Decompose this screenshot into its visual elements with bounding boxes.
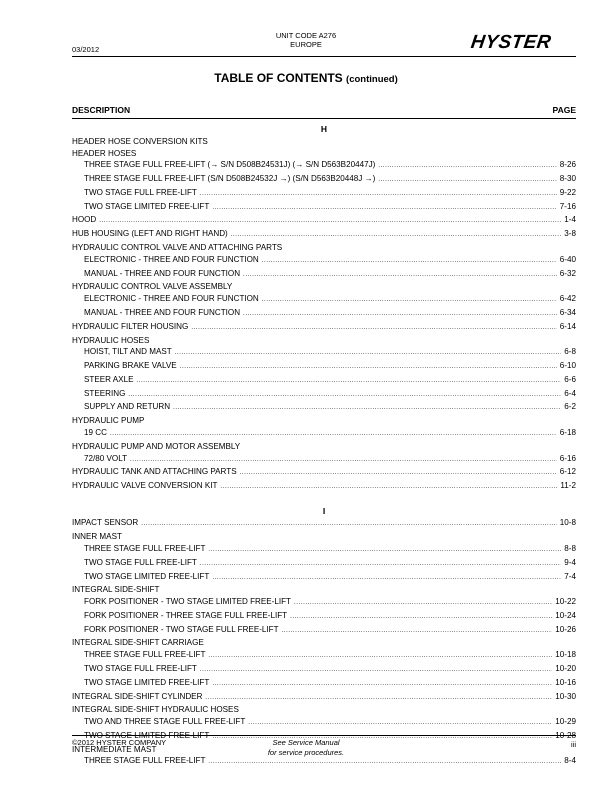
dot-leader (200, 665, 552, 677)
toc-heading: HYDRAULIC PUMP AND MOTOR ASSEMBLY (72, 441, 241, 451)
toc-entry-page: 10-8 (559, 518, 576, 528)
toc-entry[interactable] (72, 293, 576, 307)
toc-entry[interactable] (72, 187, 576, 201)
dot-leader (110, 429, 557, 441)
dot-leader (231, 230, 562, 242)
section-letter: H (320, 124, 328, 134)
toc-entry-page: 7-4 (564, 571, 576, 581)
toc-entry[interactable] (72, 466, 576, 480)
toc-entry[interactable] (72, 691, 576, 705)
toc-entry-page: 10-29 (555, 717, 576, 727)
dot-leader (243, 309, 557, 321)
toc-entry-page: 6-8 (564, 347, 576, 357)
toc-heading: HYDRAULIC CONTROL VALVE AND ATTACHING PARTS (72, 243, 283, 253)
toc-entry[interactable] (72, 307, 576, 321)
footer-note (0, 738, 612, 758)
toc-entry[interactable] (72, 388, 576, 402)
toc-entry-page: 10-22 (555, 597, 576, 607)
toc-entry-title: TWO STAGE LIMITED FREE-LIFT (84, 730, 210, 740)
toc-entry-title: MANUAL - THREE AND FOUR FUNCTION (84, 268, 241, 278)
footer-note-line2: for service procedures. (267, 748, 345, 757)
toc-entry-title: THREE STAGE FULL FREE-LIFT (84, 543, 206, 553)
toc-entry-page: 10-16 (555, 677, 576, 687)
toc-entry[interactable] (72, 173, 576, 187)
footer-page-number: iii (571, 740, 576, 749)
toc-entry[interactable] (72, 374, 576, 388)
toc-entry[interactable] (72, 610, 576, 624)
header-rule (72, 56, 576, 57)
toc-entry-page: 6-34 (559, 307, 576, 317)
dot-leader (208, 757, 561, 769)
dot-leader (243, 270, 557, 282)
toc-heading: INNER MAST (72, 532, 122, 542)
toc-entry-page: 10-18 (555, 650, 576, 660)
dot-leader (191, 323, 556, 335)
toc-entry-page: 10-30 (555, 691, 576, 701)
toc-entry-page: 6-10 (559, 361, 576, 371)
dot-leader (130, 455, 557, 467)
toc-entry[interactable] (72, 517, 576, 531)
toc-entry[interactable] (72, 571, 576, 585)
toc-entry-page: 6-16 (559, 453, 576, 463)
toc-entry-title: TWO STAGE FULL FREE-LIFT (84, 187, 197, 197)
toc-entry-title: TWO STAGE LIMITED FREE-LIFT (84, 677, 210, 687)
toc-entry-title: HYDRAULIC TANK AND ATTACHING PARTS (72, 467, 237, 477)
dot-leader (175, 348, 562, 360)
dot-leader (205, 693, 552, 705)
toc-entry-title: ELECTRONIC - THREE AND FOUR FUNCTION (84, 294, 259, 304)
toc-entry-title: FORK POSITIONER - TWO STAGE FULL FREE-LIFT (84, 624, 279, 634)
toc-list (72, 124, 576, 769)
toc-entry-title: HOIST, TILT AND MAST (84, 347, 172, 357)
toc-entry-title: THREE STAGE FULL FREE-LIFT (84, 756, 206, 766)
header-date: 03/2012 (72, 45, 100, 54)
toc-entry[interactable] (72, 480, 576, 494)
column-page-header: PAGE (552, 105, 576, 115)
dot-leader (128, 390, 561, 402)
footer-note-line1: See Service Manual (272, 738, 340, 747)
toc-entry[interactable] (72, 663, 576, 677)
title-main: TABLE OF CONTENTS (214, 71, 343, 85)
toc-heading: HYDRAULIC PUMP (72, 416, 145, 426)
toc-entry[interactable] (72, 228, 576, 242)
toc-heading: HYDRAULIC CONTROL VALVE ASSEMBLY (72, 282, 233, 292)
toc-entry-title: TWO STAGE FULL FREE-LIFT (84, 664, 197, 674)
toc-heading: INTERMEDIATE MAST (72, 744, 157, 754)
toc-entry-title: TWO STAGE FULL FREE-LIFT (84, 557, 197, 567)
hyster-logo: HYSTER (469, 32, 553, 53)
toc-entry-title: TWO AND THREE STAGE FULL FREE-LIFT (84, 717, 246, 727)
dot-leader (248, 718, 552, 730)
dot-leader (99, 216, 561, 228)
toc-entry-title: STEERING (84, 388, 126, 398)
toc-entry-page: 6-6 (564, 374, 576, 384)
toc-entry-page: 6-40 (559, 254, 576, 264)
toc-heading: INTEGRAL SIDE-SHIFT HYDRAULIC HOSES (72, 705, 239, 715)
dot-leader (262, 295, 557, 307)
toc-entry[interactable] (72, 214, 576, 228)
dot-leader (200, 559, 561, 571)
dot-leader (141, 519, 557, 531)
toc-entry-title: MANUAL - THREE AND FOUR FUNCTION (84, 307, 241, 317)
toc-entry-title: HYDRAULIC FILTER HOUSING (72, 321, 189, 331)
toc-entry[interactable] (72, 427, 576, 441)
dot-leader (220, 482, 557, 494)
toc-entry-title: PARKING BRAKE VALVE (84, 361, 177, 371)
toc-entry[interactable] (72, 716, 576, 730)
region: EUROPE (290, 40, 322, 49)
toc-heading: HYDRAULIC HOSES (72, 335, 150, 345)
toc-entry-title: HOOD (72, 215, 97, 225)
toc-entry[interactable] (72, 649, 576, 663)
toc-entry-title: STEER AXLE (84, 374, 134, 384)
toc-entry-title: ELECTRONIC - THREE AND FOUR FUNCTION (84, 254, 259, 264)
toc-entry-title: THREE STAGE FULL FREE-LIFT (→ S/N D508B24531J) (→ S/N D563B20447J) (84, 160, 376, 170)
column-rule (72, 118, 576, 119)
toc-entry-title: TWO STAGE LIMITED FREE-LIFT (84, 571, 210, 581)
page-title (0, 71, 612, 85)
toc-heading: INTEGRAL SIDE-SHIFT CARRIAGE (72, 638, 204, 648)
dot-leader (282, 626, 553, 638)
toc-entry-page: 6-32 (559, 268, 576, 278)
title-suffix: (continued) (346, 74, 398, 85)
toc-entry-page: 10-20 (555, 664, 576, 674)
dot-leader (378, 175, 556, 187)
toc-heading: INTEGRAL SIDE-SHIFT (72, 585, 160, 595)
toc-entry[interactable] (72, 159, 576, 173)
toc-entry[interactable] (72, 254, 576, 268)
footer-copyright: ©2012 HYSTER COMPANY (72, 738, 167, 747)
toc-entry-title: 72/80 VOLT (84, 453, 128, 463)
toc-entry[interactable] (72, 360, 576, 374)
toc-entry-title: IMPACT SENSOR (72, 518, 139, 528)
toc-entry-title: HUB HOUSING (LEFT AND RIGHT HAND) (72, 229, 228, 239)
column-description-header: DESCRIPTION (72, 105, 131, 115)
toc-heading: HEADER HOSE CONVERSION KITS (72, 136, 208, 146)
toc-entry-page: 9-4 (564, 557, 576, 567)
dot-leader (136, 376, 561, 388)
toc-entry-title: 19 CC (84, 427, 107, 437)
section-gap (72, 494, 576, 506)
toc-entry[interactable] (72, 201, 576, 215)
toc-entry-page: 1-4 (564, 215, 576, 225)
toc-entry-page: 10-28 (555, 730, 576, 740)
toc-entry-title: TWO STAGE LIMITED FREE-LIFT (84, 201, 210, 211)
toc-entry-page: 8-26 (559, 160, 576, 170)
toc-entry[interactable] (72, 677, 576, 691)
toc-entry-page: 10-24 (555, 610, 576, 620)
dot-leader (200, 189, 557, 201)
dot-leader (290, 612, 552, 624)
toc-entry-page: 6-42 (559, 294, 576, 304)
toc-entry[interactable] (72, 321, 576, 335)
dot-leader (212, 203, 556, 215)
toc-entry[interactable] (72, 557, 576, 571)
section-letter: I (322, 505, 326, 516)
toc-entry-title: THREE STAGE FULL FREE-LIFT (84, 650, 206, 660)
toc-entry-page: 6-4 (564, 388, 576, 398)
toc-entry-title: INTEGRAL SIDE-SHIFT CYLINDER (72, 691, 203, 701)
dot-leader (180, 362, 557, 374)
dot-leader (378, 161, 556, 173)
dot-leader (240, 468, 557, 480)
toc-heading: HEADER HOSES (72, 148, 137, 158)
toc-entry[interactable] (72, 401, 576, 415)
toc-entry-title: THREE STAGE FULL FREE-LIFT (S/N D508B24532J →) (S/N D563B20448J →) (84, 174, 376, 184)
toc-entry-title: FORK POSITIONER - THREE STAGE FULL FREE-LIFT (84, 610, 288, 620)
toc-entry-page: 6-14 (559, 321, 576, 331)
dot-leader (208, 545, 561, 557)
toc-entry[interactable] (72, 624, 576, 638)
dot-leader (173, 403, 561, 415)
toc-entry-title: FORK POSITIONER - TWO STAGE LIMITED FREE-LIFT (84, 597, 292, 607)
toc-entry-page: 8-8 (564, 543, 576, 553)
toc-entry[interactable] (72, 543, 576, 557)
toc-entry-page: 8-4 (564, 756, 576, 766)
dot-leader (262, 256, 557, 268)
toc-entry-title: HYDRAULIC VALVE CONVERSION KIT (72, 481, 218, 491)
toc-entry[interactable] (72, 453, 576, 467)
toc-entry-page: 8-30 (559, 174, 576, 184)
dot-leader (294, 598, 552, 610)
toc-entry-page: 11-2 (560, 481, 576, 491)
toc-entry-page: 9-22 (559, 187, 576, 197)
toc-entry[interactable] (72, 268, 576, 282)
dot-leader (212, 573, 561, 585)
toc-entry-page: 6-12 (559, 467, 576, 477)
toc-entry-page: 6-18 (559, 427, 576, 437)
toc-entry-page: 10-26 (555, 624, 576, 634)
footer-rule (72, 735, 576, 736)
toc-entry-page: 3-8 (564, 229, 576, 239)
toc-entry-page: 7-16 (559, 201, 576, 211)
dot-leader (212, 679, 552, 691)
toc-entry[interactable] (72, 596, 576, 610)
dot-leader (208, 651, 552, 663)
toc-entry-title: SUPPLY AND RETURN (84, 402, 171, 412)
unit-code: UNIT CODE A276 (275, 31, 337, 40)
toc-entry-page: 6-2 (564, 402, 576, 412)
toc-entry[interactable] (72, 346, 576, 360)
